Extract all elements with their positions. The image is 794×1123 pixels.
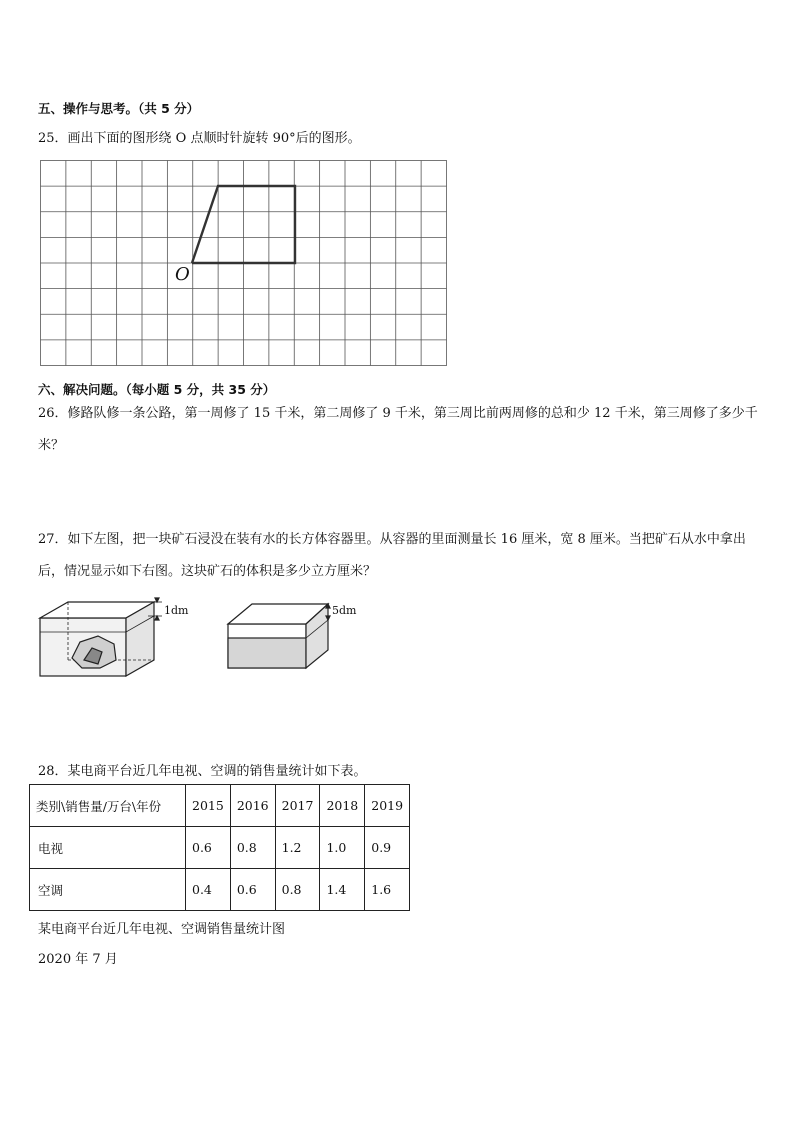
- value-cell: 1.0: [320, 827, 365, 869]
- question-27: 27．如下左图，把一块矿石浸没在装有水的长方体容器里。从容器的里面测量长 16 厘米，宽 8 厘米。当把矿石从水中拿出后，情况显示如下右图。这块矿石的体积是多少立方厘米？: [38, 532, 746, 579]
- point-o-label: O: [175, 264, 190, 285]
- value-cell: 0.9: [365, 827, 410, 869]
- value-cell: 0.8: [230, 827, 275, 869]
- question-25: 25．画出下面的图形绕 O 点顺时针旋转 90°后的图形。: [38, 131, 361, 146]
- year-cell: 2015: [186, 785, 231, 827]
- value-cell: 0.4: [186, 869, 231, 911]
- year-cell: 2019: [365, 785, 410, 827]
- value-cell: 0.6: [230, 869, 275, 911]
- section-6-heading: 六、解决问题。（每小题 5 分，共 35 分）: [38, 382, 276, 397]
- rotation-grid: [40, 160, 448, 366]
- table-row: [30, 869, 410, 911]
- date-line: 2020 年 7 月: [38, 952, 118, 967]
- value-cell: 0.8: [275, 869, 320, 911]
- category-cell: 空调: [30, 869, 186, 911]
- chart-title: 某电商平台近几年电视、空调销售量统计图: [38, 922, 286, 937]
- container-with-ore: [38, 598, 178, 680]
- container-without-ore: [226, 600, 336, 672]
- left-figure-label: 1dm: [164, 604, 189, 617]
- table-header-row: [30, 785, 410, 827]
- question-26: 26．修路队修一条公路，第一周修了 15 千米，第二周修了 9 千米，第三周比前两周修的总和少 12 千米，第三周修了多少千米？: [38, 406, 758, 453]
- value-cell: 1.6: [365, 869, 410, 911]
- value-cell: 1.4: [320, 869, 365, 911]
- table-row: [30, 827, 410, 869]
- table-header-cell: 类别\销售量/万台\年份: [30, 785, 186, 827]
- value-cell: 0.6: [186, 827, 231, 869]
- sales-table: [29, 784, 410, 911]
- year-cell: 2017: [275, 785, 320, 827]
- value-cell: 1.2: [275, 827, 320, 869]
- question-28: 28．某电商平台近几年电视、空调的销售量统计如下表。: [38, 764, 367, 779]
- section-5-heading: 五、操作与思考。（共 5 分）: [38, 101, 200, 116]
- right-figure-label: 5dm: [332, 604, 357, 617]
- category-cell: 电视: [30, 827, 186, 869]
- year-cell: 2016: [230, 785, 275, 827]
- year-cell: 2018: [320, 785, 365, 827]
